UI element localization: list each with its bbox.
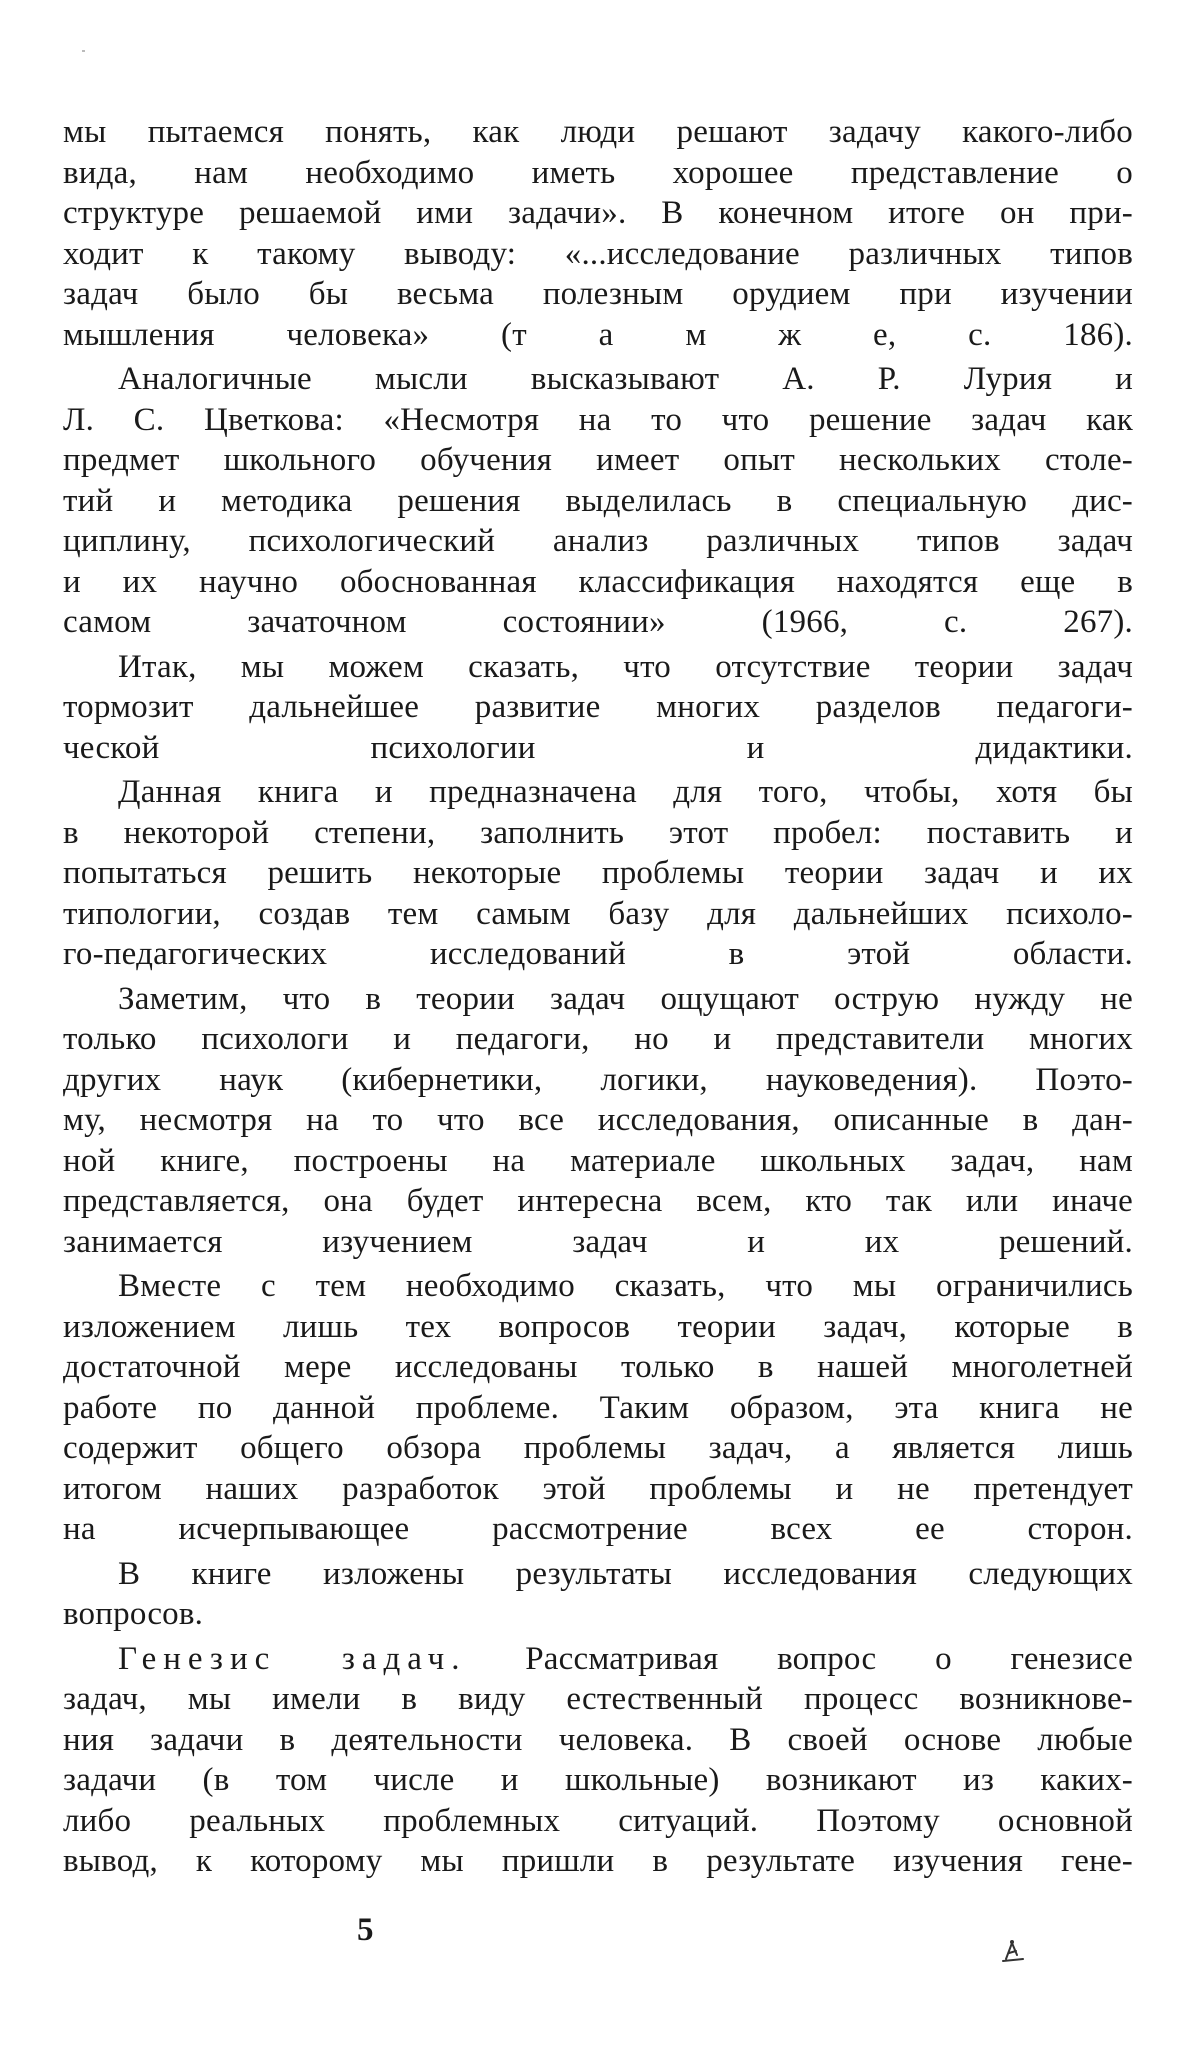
line: Аналогичные мысли высказывают А. Р. Лурия и [118,361,1133,397]
line: попытаться решить некоторые проблемы теории задач и их [63,855,1133,891]
paragraph-8 [63,1639,1133,1882]
line: занимается изучением задач и их решений. [63,1223,1133,1260]
scan-speck [82,50,85,52]
page-body [63,112,1133,1882]
line: тормозит дальнейшее развитие многих разделов педагоги- [63,689,1133,725]
line: вопросов. [63,1596,204,1632]
line: му, несмотря на то что все исследования, описанные в дан- [63,1102,1133,1138]
line: го-педагогических исследований в этой области. [63,936,1133,972]
line: задач было бы весьма полезным орудием при изучении [63,276,1133,312]
line: ной книге, построены на материале школьных задач, нам [63,1142,1133,1179]
line: в некоторой степени, заполнить этот пробел: поставить и [63,814,1133,851]
line: Вместе с тем необходимо сказать, что мы ограничились [118,1268,1133,1304]
line: предмет школьного обучения имеет опыт нескольких столе- [63,442,1133,478]
paragraph-7 [63,1554,1133,1635]
line: на исчерпывающее рассмотрение всех ее сторон. [63,1511,1133,1547]
line: и их научно обоснованная классификация находятся еще в [63,563,1133,600]
line: итогом наших разработок этой проблемы и не претендует [63,1470,1133,1507]
line: циплину, психологический анализ различных типов задач [63,523,1133,559]
paragraph-3 [63,647,1133,769]
line: представляется, она будет интересна всем, кто так или иначе [63,1183,1133,1219]
line: Данная книга и предназначена для того, чтобы, хотя бы [118,774,1133,810]
line: вывод, к которому мы пришли в результате изучения гене- [63,1843,1133,1879]
line: самом зачаточном состоянии» (1966, с. 267). [63,604,1133,640]
spaced-heading: Генезис задач. [118,1640,467,1677]
line: мы пытаемся понять, как люди решают задачу какого-либо [63,114,1133,150]
line: мышления человека» (т а м ж е, с. 186). [63,316,1133,353]
line: вида, нам необходимо иметь хорошее представление о [63,154,1133,191]
line: Л. С. Цветкова: «Несмотря на то что решение задач как [63,401,1133,438]
line: либо реальных проблемных ситуаций. Поэтому основной [63,1802,1133,1839]
line: Рассматривая вопрос о генезисе [466,1640,1133,1677]
line: В книге изложены результаты исследования следующих [118,1555,1133,1592]
line: работе по данной проблеме. Таким образом, эта книга не [63,1389,1133,1426]
ink-mark-icon [998,1935,1028,1965]
page-number: 5 [357,1912,374,1948]
line: задачи (в том числе и школьные) возникают из каких- [63,1762,1133,1798]
line: достаточной мере исследованы только в нашей многолетней [63,1349,1133,1385]
line: задач, мы имели в виду естественный процесс возникнове- [63,1681,1133,1717]
line: только психологи и педагоги, но и представители многих [63,1021,1133,1057]
paragraph-6 [63,1266,1133,1550]
line: других наук (кибернетики, логики, науковедения). Поэто- [63,1061,1133,1098]
line: структуре решаемой ими задачи». В конечном итоге он при- [63,195,1133,231]
line: Заметим, что в теории задач ощущают острую нужду не [118,980,1133,1017]
line: ходит к такому выводу: «...исследование различных типов [63,235,1133,272]
line: ческой психологии и дидактики. [63,729,1133,766]
paragraph-4 [63,772,1133,975]
paragraph-5 [63,979,1133,1263]
line: содержит общего обзора проблемы задач, а является лишь [63,1430,1133,1466]
line: Итак, мы можем сказать, что отсутствие теории задач [118,648,1133,685]
line: тий и методика решения выделилась в специальную дис- [63,482,1133,519]
line: ния задачи в деятельности человека. В своей основе любые [63,1721,1133,1758]
paragraph-2 [63,359,1133,643]
line: типологии, создав тем самым базу для дальнейших психоло- [63,895,1133,932]
line: изложением лишь тех вопросов теории задач, которые в [63,1308,1133,1345]
paragraph-1 [63,112,1133,355]
